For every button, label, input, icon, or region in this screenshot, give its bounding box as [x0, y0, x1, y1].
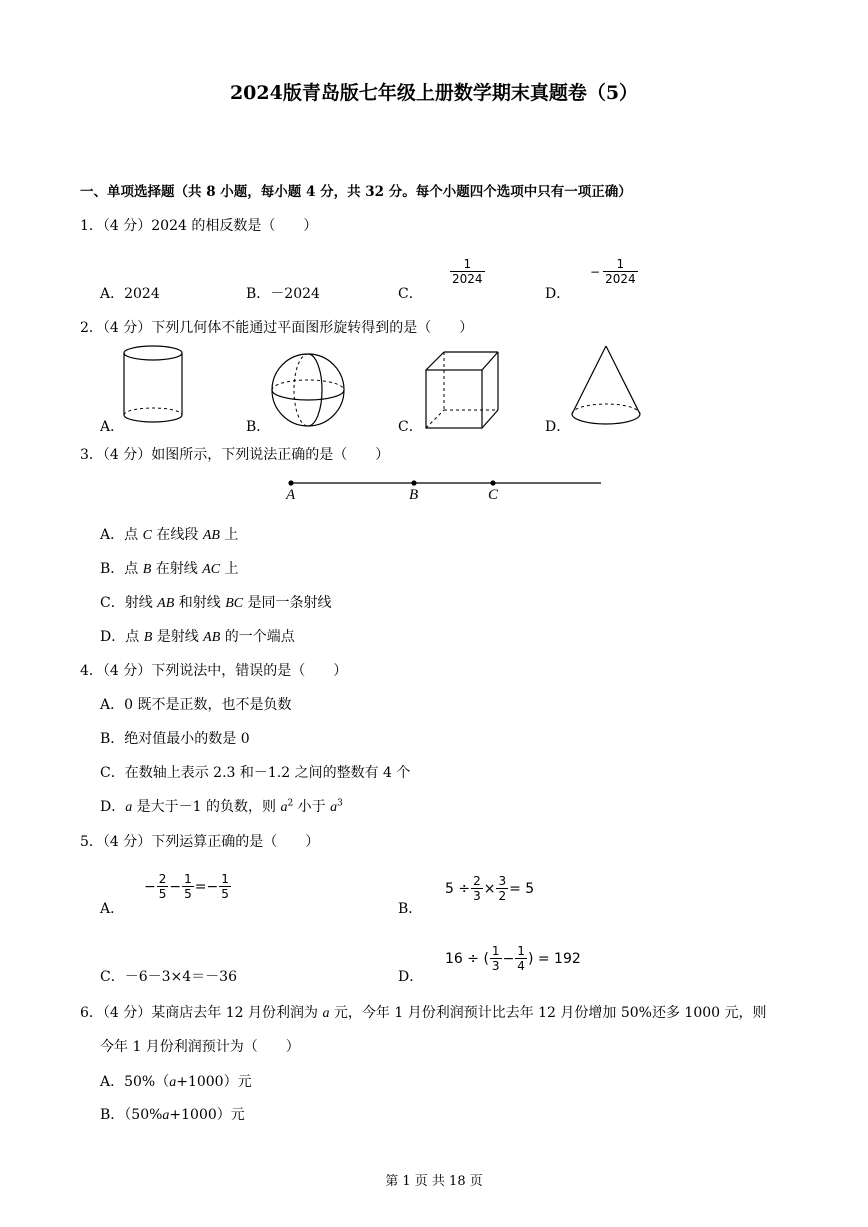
text: B．点	[100, 561, 143, 577]
text: A．点	[100, 527, 143, 543]
operator: 16 ÷ (	[445, 950, 489, 967]
text: C．射线	[100, 595, 158, 611]
fraction-denominator: 3	[473, 889, 481, 903]
question-2-stem: 2．（4 分）下列几何体不能通过平面图形旋转得到的是（ ）	[80, 320, 474, 336]
q5-option-b-label: B．	[398, 901, 423, 917]
q3-option-a	[100, 524, 238, 544]
fraction-denominator: 2024	[452, 272, 483, 286]
text: 上	[220, 561, 239, 577]
cone-figure	[566, 344, 650, 434]
q4-option-d	[100, 796, 343, 816]
fraction-numerator: 1	[491, 944, 500, 958]
operator: −	[169, 878, 182, 895]
fraction-numerator: 1	[463, 257, 472, 271]
cylinder-figure	[115, 342, 195, 432]
question-6-stem-line2: 今年 1 月份利润预计为（ ）	[100, 1039, 300, 1055]
q1-option-c-fraction	[450, 257, 485, 286]
line-diagram	[285, 476, 605, 506]
q5-option-d-expression	[445, 944, 581, 973]
text: B．（50%	[100, 1107, 163, 1123]
q1-option-a: A．2024	[100, 286, 160, 302]
fraction-denominator: 5	[184, 887, 192, 901]
text: A．50%（	[100, 1074, 170, 1090]
q1-option-d-fraction	[590, 257, 638, 286]
q5-option-d-label: D．	[398, 969, 424, 985]
q2-option-b: B．	[246, 419, 271, 435]
var: a	[330, 800, 338, 815]
q3-option-b	[100, 558, 239, 578]
q5-option-a-label: A．	[100, 901, 125, 917]
var: a	[322, 1006, 330, 1021]
q4-option-a: A．0 既不是正数，也不是负数	[100, 697, 292, 713]
var: AB	[203, 630, 221, 645]
var: AB	[157, 596, 175, 611]
q2-option-a: A．	[100, 419, 125, 435]
q6-option-a	[100, 1071, 252, 1091]
question-4-stem: 4．（4 分）下列说法中，错误的是（ ）	[80, 663, 348, 679]
q1-option-c-label: C．	[398, 286, 423, 302]
fraction-numerator: 1	[517, 944, 525, 958]
sphere-figure	[268, 350, 352, 434]
fraction-numerator: 1	[184, 872, 192, 886]
q6-option-b	[100, 1104, 245, 1124]
var: B	[143, 630, 153, 645]
fraction-denominator: 5	[221, 887, 229, 901]
fraction-denominator: 3	[491, 959, 500, 973]
text: 在线段	[151, 527, 203, 543]
fraction-numerator: 3	[498, 874, 507, 888]
q5-option-c: C．－6－3×4＝－36	[100, 969, 237, 985]
operator: =−	[194, 878, 219, 895]
text: 上	[219, 527, 239, 543]
var: BC	[225, 596, 244, 611]
var: AC	[202, 562, 221, 577]
minus-sign: −	[590, 264, 601, 279]
page-title: 2024版青岛版七年级上册数学期末真题卷（5）	[229, 82, 639, 104]
var: AB	[202, 528, 220, 543]
q5-option-b-expression	[445, 874, 534, 903]
fraction-numerator: 1	[616, 257, 625, 271]
q1-option-d-label: D．	[545, 286, 571, 302]
q4-option-c: C．在数轴上表示 2.3 和－1.2 之间的整数有 4 个	[100, 765, 411, 781]
q1-option-b: B．－2024	[246, 286, 320, 302]
fraction-numerator: 2	[473, 874, 481, 888]
text: 在射线	[151, 561, 203, 577]
fraction-denominator: 2	[498, 889, 507, 903]
exponent: 3	[337, 798, 343, 809]
fraction-denominator: 4	[517, 959, 525, 973]
q5-option-a-expression	[144, 872, 231, 901]
exponent: 2	[287, 798, 294, 809]
q2-option-d: D．	[545, 419, 571, 435]
fraction-numerator: 1	[221, 872, 229, 886]
var: a	[162, 1108, 170, 1123]
operator: ×	[483, 880, 496, 897]
question-5-stem: 5．（4 分）下列运算正确的是（ ）	[80, 834, 320, 850]
point-a-label: A	[286, 487, 296, 503]
question-6-stem-line1	[80, 1002, 767, 1022]
text: 是射线	[152, 629, 204, 645]
point-b-label: B	[409, 487, 419, 503]
cube-figure	[422, 350, 502, 434]
text: 6．（4 分）某商店去年 12 月份利润为	[80, 1005, 323, 1021]
text: D．点	[100, 629, 144, 645]
q4-option-b: B．绝对值最小的数是 0	[100, 731, 250, 747]
operator: 5 ÷	[445, 880, 471, 897]
question-3-stem: 3．（4 分）如图所示，下列说法正确的是（ ）	[80, 447, 390, 463]
var: B	[142, 562, 152, 577]
text: 小于	[293, 799, 331, 815]
q3-option-d	[100, 626, 295, 646]
fraction-denominator: 2024	[605, 272, 636, 286]
point-c-label: C	[488, 487, 499, 503]
text: 是同一条射线	[243, 595, 332, 611]
q3-option-c	[100, 592, 332, 612]
text: +1000）元	[176, 1074, 252, 1090]
operator: −	[502, 950, 515, 967]
fraction-numerator: 2	[158, 872, 167, 886]
section-heading: 一、单项选择题（共 8 小题，每小题 4 分，共 32 分。每个小题四个选项中只有一项正确）	[80, 184, 632, 200]
operator: = 5	[509, 880, 535, 897]
text: 是大于－1 的负数，则	[132, 799, 281, 815]
page-footer: 第 1 页 共 18 页	[385, 1174, 483, 1189]
text: +1000）元	[169, 1107, 245, 1123]
var: a	[280, 800, 288, 815]
text: 和射线	[174, 595, 226, 611]
var: a	[125, 800, 133, 815]
text: 元，今年 1 月份利润预计比去年 12 月份增加 50%还多 1000 元，则	[329, 1005, 767, 1021]
operator: ) = 192	[527, 950, 581, 967]
fraction-denominator: 5	[158, 887, 167, 901]
operator: −	[144, 878, 156, 895]
question-1-stem: 1．（4 分）2024 的相反数是（ ）	[80, 218, 318, 234]
q2-option-c: C．	[398, 419, 423, 435]
text: 的一个端点	[220, 629, 295, 645]
text: D．	[100, 799, 126, 815]
var: a	[169, 1075, 177, 1090]
var: C	[142, 528, 152, 543]
